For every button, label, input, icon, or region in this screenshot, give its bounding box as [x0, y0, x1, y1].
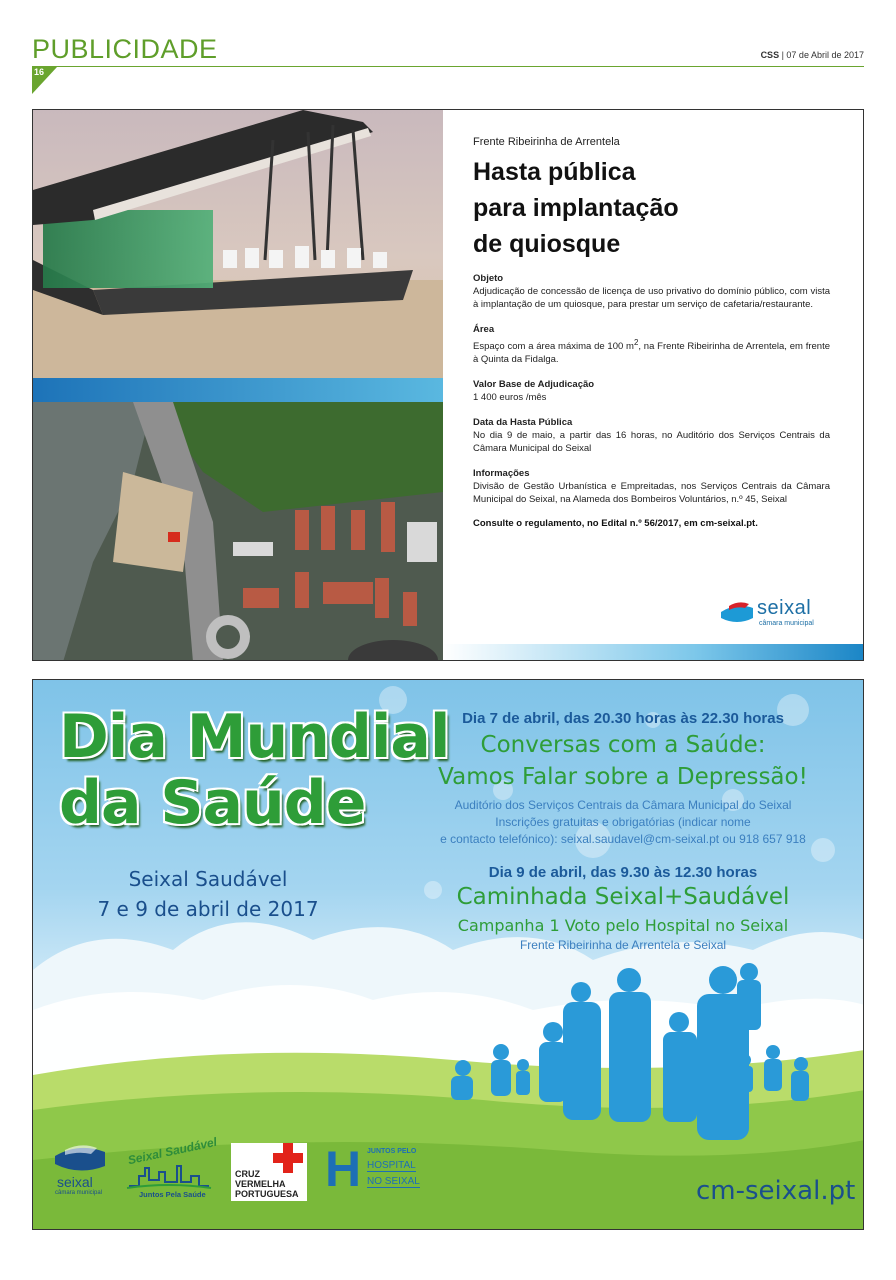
cruz-line-1: CRUZ [235, 1169, 260, 1179]
section-heading: Informações [473, 468, 530, 480]
dia-mundial-title [59, 704, 449, 836]
saudavel-logo-text: Seixal Saudável [126, 1134, 219, 1168]
seixal-small-word: seixal [57, 1174, 93, 1190]
section-objeto [473, 272, 830, 311]
title-line-2: da Saúde [59, 768, 366, 838]
section-area [473, 323, 830, 366]
ad1-headline [473, 154, 830, 262]
consult-note: Consulte o regulamento, no Edital n.º 56/2017, em cm-seixal.pt. [473, 518, 758, 530]
cruz-line-2: VERMELHA [235, 1179, 286, 1189]
title-line-1: Dia Mundial [59, 702, 450, 772]
event1-title-2: Vamos Falar sobre a Depressão! [438, 764, 808, 790]
event1-registration: Inscrições gratuitas e obrigatórias (indicar nome [495, 815, 751, 829]
seixal-saudavel-subtitle [93, 864, 323, 924]
website-url[interactable]: cm-seixal.pt [696, 1176, 856, 1206]
aerial-photo-image [33, 402, 443, 661]
section-body: No dia 9 de maio, a partir das 16 horas, no Auditório dos Serviços Centrais da Câmara Municipal do Seixal [473, 430, 830, 455]
event2-location: Frente Ribeirinha de Arrentela e Seixal [519, 938, 727, 952]
header-rule [32, 66, 864, 67]
seixal-small-sub: câmara municipal [55, 1190, 103, 1196]
headline-line-1: Hasta pública [473, 158, 636, 186]
blue-bottom-strip [443, 644, 864, 661]
juntos-line-2: HOSPITAL [367, 1160, 416, 1171]
section-valor [473, 378, 830, 404]
seixal-logo-word: seixal [757, 597, 812, 619]
saudavel-logo-sub: Juntos Pela Saúde [139, 1190, 206, 1199]
cruz-vermelha-logo [231, 1143, 307, 1201]
subtitle-line-2: 7 e 9 de abril de 2017 [97, 897, 319, 921]
section-heading: Data da Hasta Pública [473, 417, 573, 429]
red-cross-icon [273, 1143, 303, 1173]
section-body: Adjudicação de concessão de licença de uso privativo do domínio público, com vista à implantação de um quiosque, para prestar um serviço de cafetaria/restaurante. [473, 286, 830, 310]
juntos-line-3: NO SEIXAL [367, 1176, 420, 1187]
issue-date: 07 de Abril de 2017 [786, 50, 864, 60]
event2-title-1: Caminhada Seixal+Saudável [456, 884, 790, 910]
seixal-logo-small [53, 1142, 117, 1202]
headline-line-3: de quiosque [473, 230, 621, 258]
seixal-wave-icon [53, 1142, 107, 1176]
area-text-pre: Espaço com a área máxima de 100 m [473, 341, 634, 353]
section-body: 1 400 euros /mês [473, 392, 547, 404]
section-heading: Objeto [473, 273, 504, 284]
ad-hasta-publica [32, 109, 864, 661]
kiosk-illustration [33, 110, 443, 378]
event1-date: Dia 7 de abril, das 20.30 horas às 22.30 horas [462, 710, 784, 727]
section-heading: Área [473, 324, 495, 335]
section-body: Divisão de Gestão Urbanística e Empreitadas, nos Serviços Centrais da Câmara Municipal do Seixal, na Alameda dos Bombeiros Voluntários, n.º 45, Seixal [473, 481, 830, 506]
area-text-post: , na Frente Ribeirinha de Arrentela, em frente à Quinta da Fidalga. [473, 341, 830, 366]
headline-line-2: para implantação [473, 194, 679, 222]
kiosk-render-image [33, 110, 443, 378]
ad1-text-column [473, 136, 830, 529]
header-meta: CSS | 07 de Abril de 2017 [760, 50, 864, 60]
seixal-logo [719, 597, 835, 630]
blue-divider-band [33, 378, 443, 402]
hospital-h-icon: H [325, 1141, 362, 1197]
paper-name: CSS [760, 50, 780, 60]
section-title: PUBLICIDADE [32, 34, 218, 64]
event1-location: Auditório dos Serviços Centrais da Câmara Municipal do Seixal [454, 798, 792, 812]
aerial-illustration [33, 402, 443, 661]
cruz-line-3: PORTUGUESA [235, 1189, 299, 1199]
juntos-line-1: JUNTOS PELO [367, 1148, 417, 1155]
event1-contact: e contacto telefónico): seixal.saudavel@cm-seixal.pt ou 918 657 918 [440, 832, 806, 846]
skyline-icon [125, 1160, 213, 1190]
ad1-kicker: Frente Ribeirinha de Arrentela [473, 136, 620, 148]
area-superscript: 2 [633, 338, 639, 347]
event2-date: Dia 9 de abril, das 9.30 às 12.30 horas [488, 864, 758, 881]
event2-title-2: Campanha 1 Voto pelo Hospital no Seixal [457, 916, 789, 935]
event1-title-1: Conversas com a Saúde: [480, 732, 766, 758]
section-body [473, 336, 830, 366]
section-heading: Valor Base de Adjudicação [473, 379, 595, 391]
section-informacoes [473, 467, 830, 506]
page-number: 16 [34, 67, 45, 77]
juntos-pelo-hospital-logo [325, 1141, 425, 1197]
seixal-logo-sub: câmara municipal [759, 620, 814, 627]
seixal-wave-icon [719, 600, 755, 626]
ad-dia-mundial-saude [32, 679, 864, 1230]
section-data [473, 416, 830, 455]
subtitle-line-1: Seixal Saudável [128, 867, 288, 891]
seixal-saudavel-logo [125, 1134, 219, 1202]
